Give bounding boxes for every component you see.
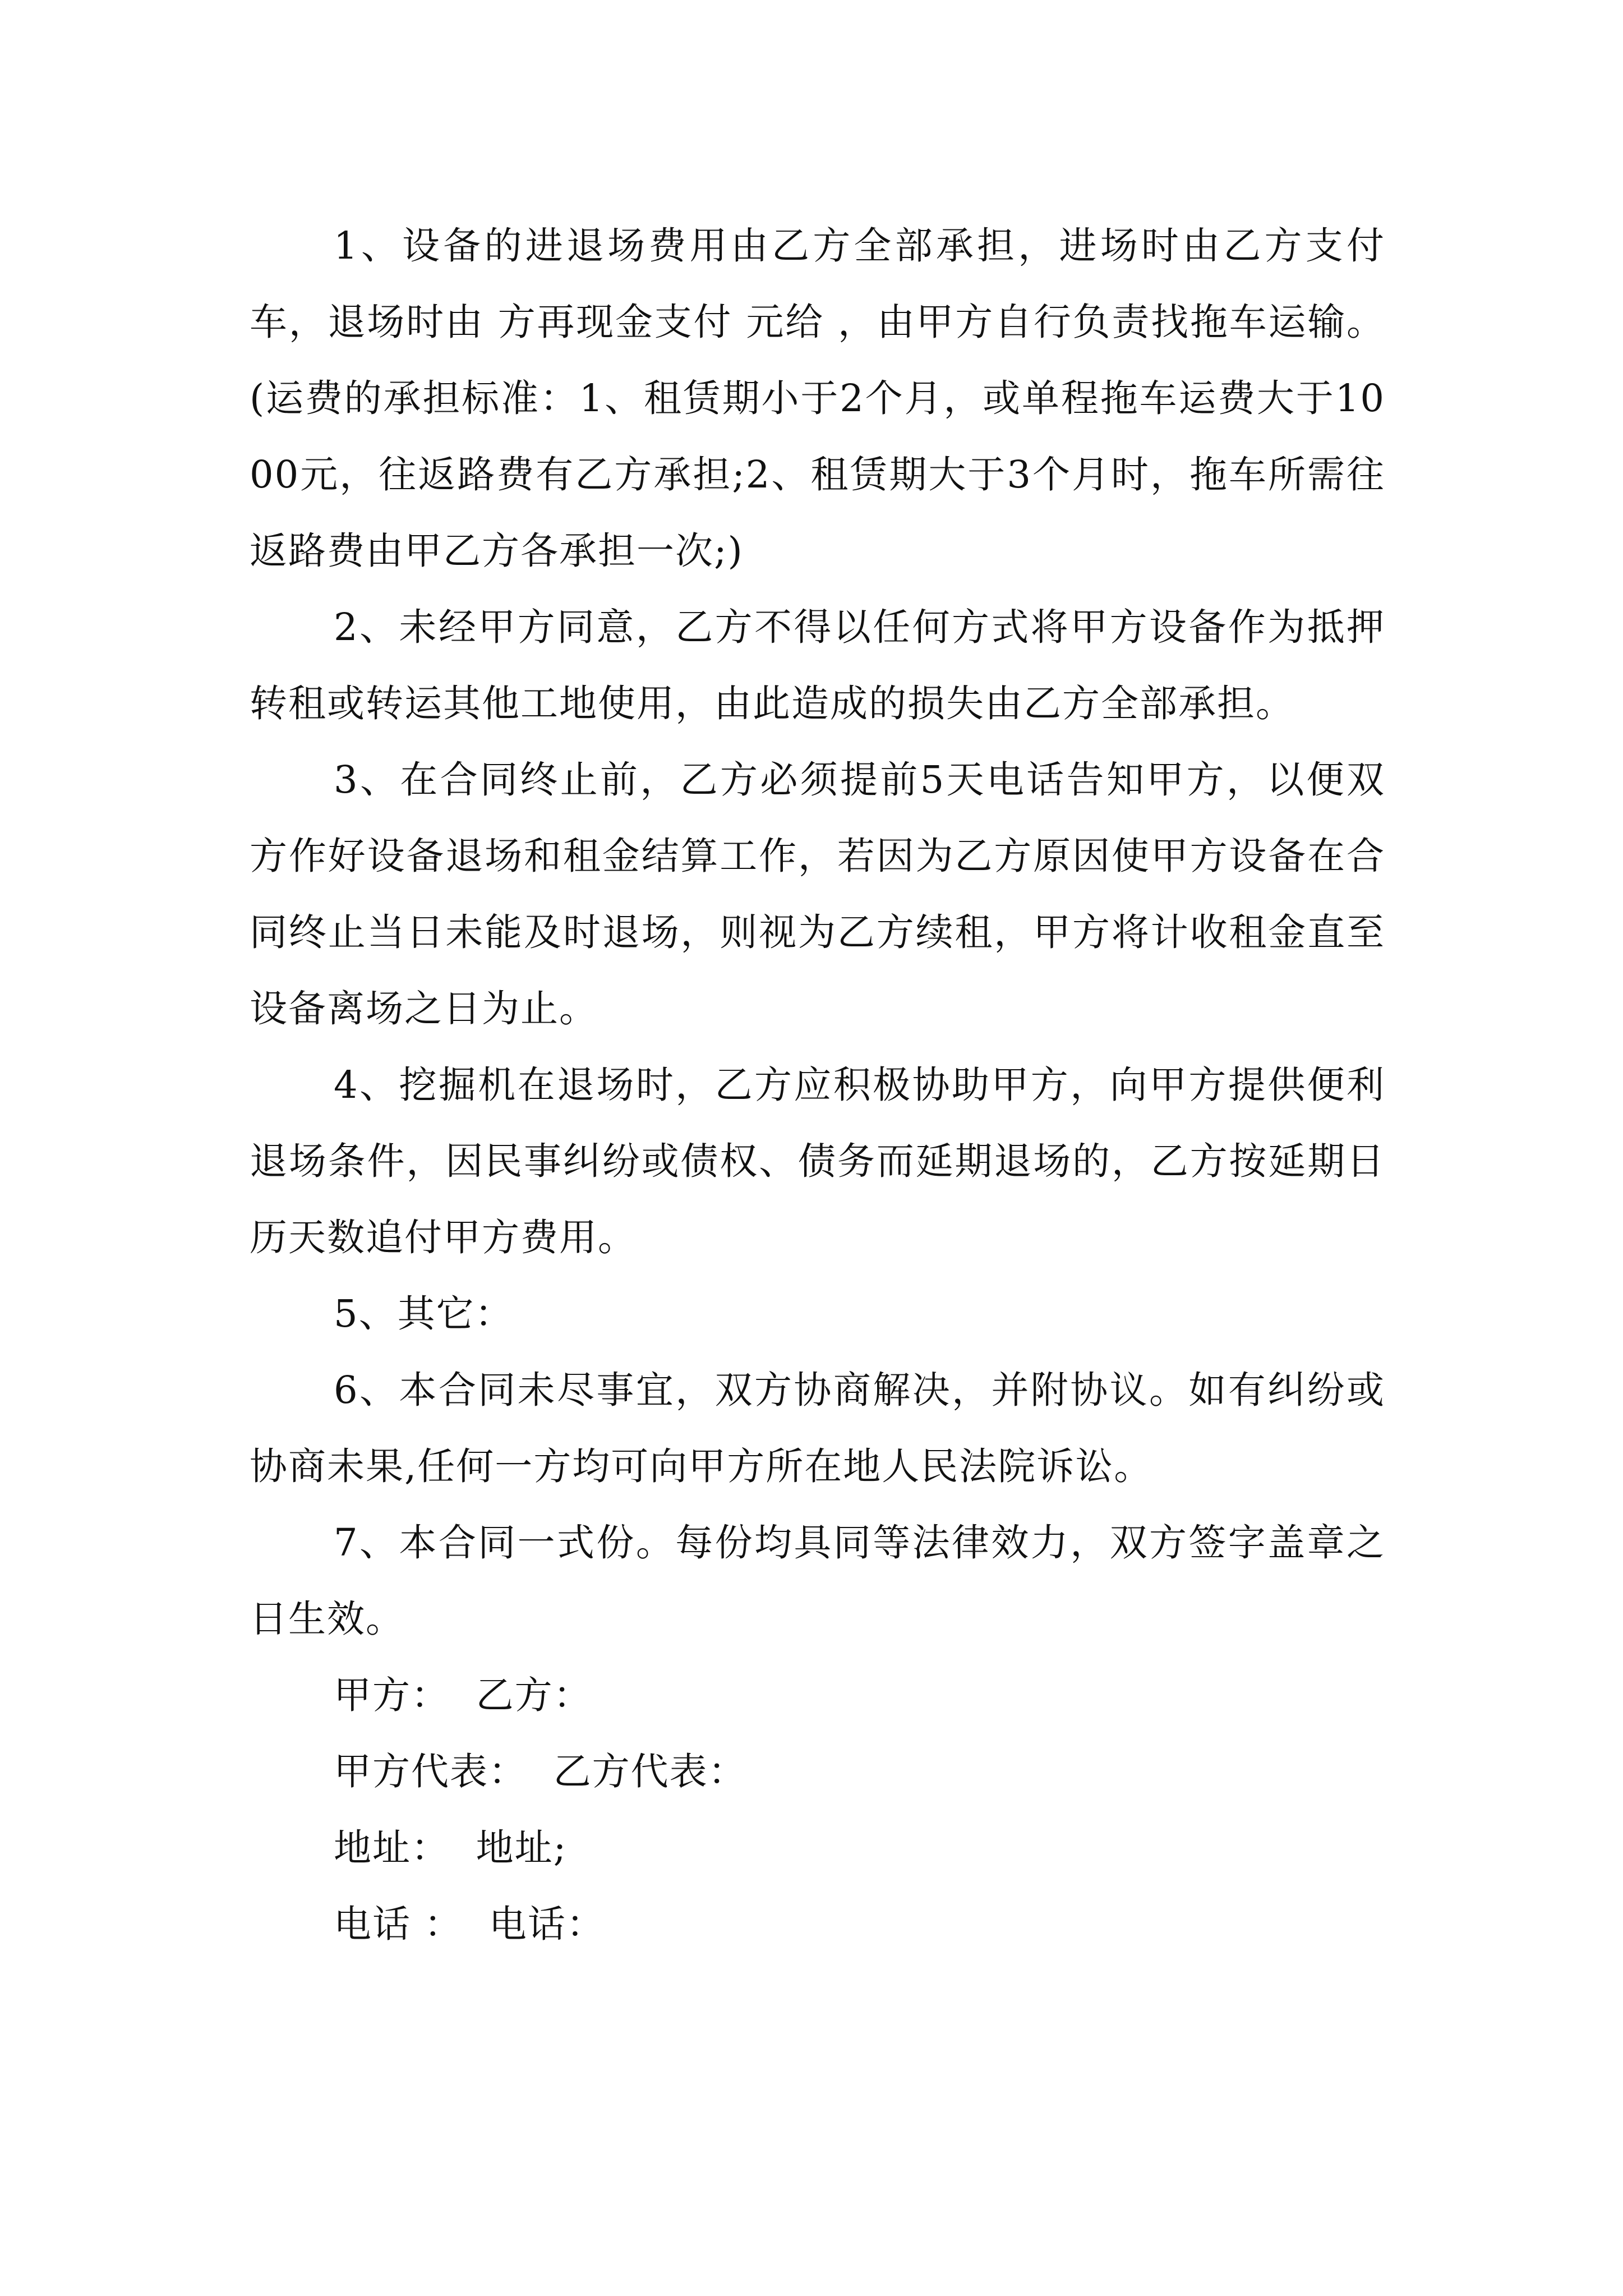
clause-2: 2、未经甲方同意，乙方不得以任何方式将甲方设备作为抵押转租或转运其他工地使用，由此造成的损失由乙方全部承担。	[250, 605, 1385, 725]
clause-1: 1、设备的进退场费用由乙方全部承担，进场时由乙方支付车，退场时由 方再现金支付 元给 ，由甲方自行负责找拖车运输。(运费的承担标准：1、租赁期小于2个月，或单程拖车运费大于1000元，往返路费有乙方承担;2、租赁期大于3个月时，拖车所需往返路费由甲乙方各承担一次;)	[250, 224, 1385, 573]
signature-representative-line: 甲方代表： 乙方代表：	[334, 1750, 747, 1793]
contract-body	[250, 208, 1385, 1962]
clause-7: 7、本合同一式份。每份均具同等法律效力，双方签字盖章之日生效。	[250, 1521, 1385, 1641]
clause-5: 5、其它：	[334, 1292, 514, 1336]
clause-4: 4、挖掘机在退场时，乙方应积极协助甲方，向甲方提供便利退场条件，因民事纠纷或债权、债务而延期退场的，乙方按延期日历天数追付甲方费用。	[250, 1063, 1385, 1259]
signature-phone-line: 电话 ： 电话：	[334, 1902, 605, 1946]
clause-3: 3、在合同终止前，乙方必须提前5天电话告知甲方，以便双方作好设备退场和租金结算工作，若因为乙方原因使甲方设备在合同终止当日未能及时退场，则视为乙方续租，甲方将计收租金直至设备离场之日为止。	[250, 758, 1385, 1030]
signature-address-line: 地址： 地址;	[334, 1826, 568, 1870]
signature-party-line: 甲方： 乙方：	[334, 1673, 592, 1717]
clause-6: 6、本合同未尽事宜，双方协商解决，并附协议。如有纠纷或协商未果,任何一方均可向甲方所在地人民法院诉讼。	[250, 1368, 1385, 1488]
